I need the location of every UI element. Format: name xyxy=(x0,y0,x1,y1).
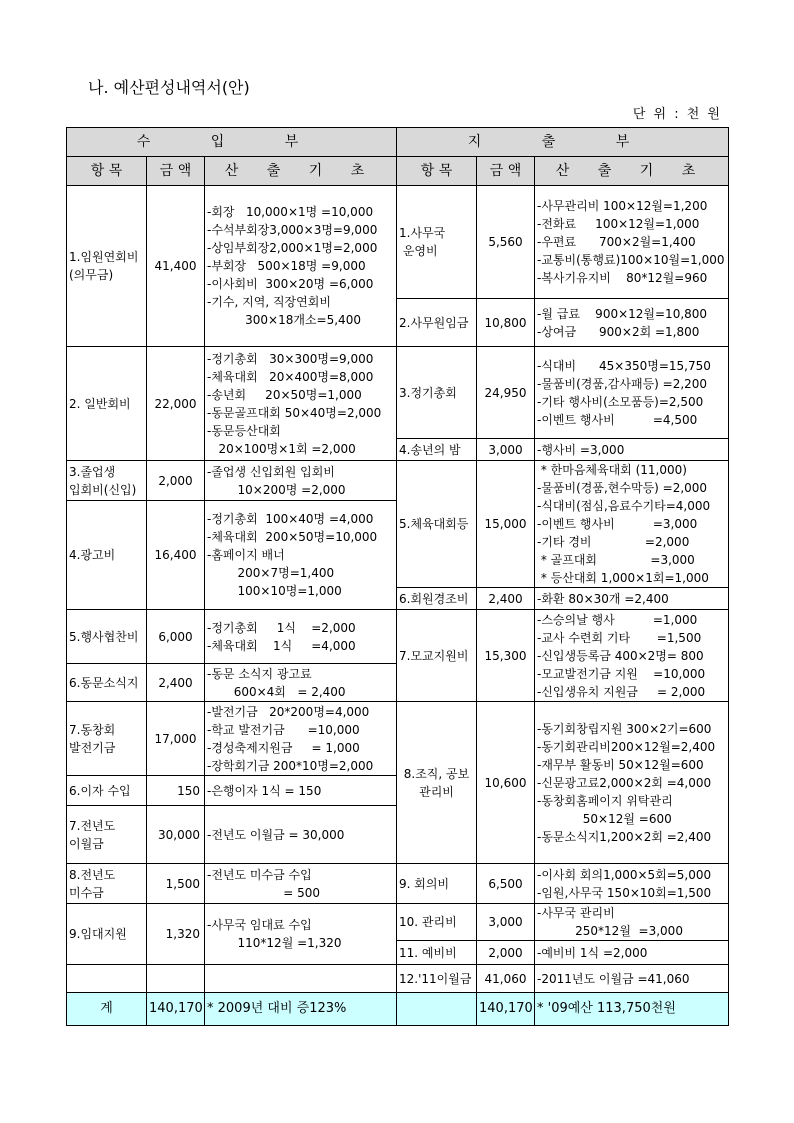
income-item-header: 항 목 xyxy=(67,157,147,186)
expense-basis: -월 급료 900×12월=10,800 -상여금 900×2회 =1,800 xyxy=(535,299,729,347)
income-amount: 1,320 xyxy=(147,904,205,965)
income-empty-cell xyxy=(147,965,205,993)
expense-item: 8.조직, 공보 관리비 xyxy=(397,702,477,864)
expense-item: 3.정기총회 xyxy=(397,347,477,439)
expense-total-empty xyxy=(397,993,477,1026)
income-basis: -은행이자 1식 = 150 xyxy=(205,776,397,806)
income-amount: 150 xyxy=(147,776,205,806)
expense-amount: 2,000 xyxy=(477,941,535,965)
income-item: 7.동창회 발전기금 xyxy=(67,702,147,776)
expense-amount: 24,950 xyxy=(477,347,535,439)
expense-item: 2.사무원임금 xyxy=(397,299,477,347)
budget-table xyxy=(66,127,729,1026)
expense-amount: 6,500 xyxy=(477,864,535,904)
income-basis-header: 산 출 기 초 xyxy=(205,157,397,186)
expense-item: 5.체육대회등 xyxy=(397,461,477,588)
income-basis: -정기총회 30×300명=9,000 -체육대회 20×400명=8,000 -송년회 20×50명=1,000 -동문골프대회 50×40명=2,000 -동문등산대회 20×100명×1회 =2,000 xyxy=(205,347,397,461)
total-label: 계 xyxy=(67,993,147,1026)
expense-basis: -화환 80×30개 =2,400 xyxy=(535,588,729,610)
income-item: 4.광고비 xyxy=(67,501,147,610)
income-amount: 17,000 xyxy=(147,702,205,776)
income-item: 8.전년도 미수금 xyxy=(67,864,147,904)
income-empty-cell xyxy=(67,965,147,993)
expense-amount: 10,600 xyxy=(477,702,535,864)
expense-basis: -동기회창립지원 300×2기=600 -동기회관리비200×12월=2,400 -재무부 활동비 50×12월=600 -신문광고료2,000×2회 =4,000 -동창회홈페이지 위탁관리 50×12월 =600 -동문소식지1,200×2회 =2,400 xyxy=(535,702,729,864)
income-basis: -정기총회 100×40명 =4,000 -체육대회 200×50명=10,000 -홈페이지 배너 200×7명=1,400 100×10명=1,000 xyxy=(205,501,397,610)
income-amount: 30,000 xyxy=(147,806,205,864)
income-amount: 1,500 xyxy=(147,864,205,904)
expense-item: 4.송년의 밤 xyxy=(397,439,477,461)
expense-amount: 3,000 xyxy=(477,904,535,941)
expense-basis: -예비비 1식 =2,000 xyxy=(535,941,729,965)
expense-item: 1.사무국 운영비 xyxy=(397,186,477,299)
expense-basis: -이사회 회의1,000×5회=5,000 -임원,사무국 150×10회=1,500 xyxy=(535,864,729,904)
expense-amount-header: 금 액 xyxy=(477,157,535,186)
expense-amount: 41,060 xyxy=(477,965,535,993)
income-basis: -발전기금 20*200명=4,000 -학교 발전기금 =10,000 -경성축제지원금 = 1,000 -장학회기금 200*10명=2,000 xyxy=(205,702,397,776)
income-amount: 22,000 xyxy=(147,347,205,461)
income-item: 5.행사협찬비 xyxy=(67,610,147,664)
expense-total-amount: 140,170 xyxy=(477,993,535,1026)
income-basis: -회장 10,000×1명 =10,000 -수석부회장3,000×3명=9,000 -상임부회장2,000×1명=2,000 -부회장 500×18명 =9,000 -이사회비 300×20명 =6,000 -기수, 지역, 직장연회비 300×18개소=5,400 xyxy=(205,186,397,347)
expense-item: 10. 관리비 xyxy=(397,904,477,941)
document-title: 나. 예산편성내역서(안) xyxy=(88,78,250,97)
expense-total-note: * '09예산 113,750천원 xyxy=(535,993,729,1026)
expense-amount: 2,400 xyxy=(477,588,535,610)
expense-item: 12.'11이월금 xyxy=(397,965,477,993)
expense-basis: -행사비 =3,000 xyxy=(535,439,729,461)
income-item: 9.임대지원 xyxy=(67,904,147,965)
income-basis: -전년도 이월금 = 30,000 xyxy=(205,806,397,864)
expense-basis: -식대비 45×350명=15,750 -물품비(경품,감사패등) =2,200 -기타 행사비(소모품등)=2,500 -이벤트 행사비 =4,500 xyxy=(535,347,729,439)
income-item: 6.동문소식지 xyxy=(67,664,147,702)
income-item: 6.이자 수입 xyxy=(67,776,147,806)
expense-basis: -사무관리비 100×12월=1,200 -전화료 100×12월=1,000 -우편료 700×2월=1,400 -교통비(통행료)100×10월=1,000 -복사기유지비 80*12월=960 xyxy=(535,186,729,299)
expense-amount: 3,000 xyxy=(477,439,535,461)
expense-basis: -사무국 관리비 250*12월 =3,000 xyxy=(535,904,729,941)
unit-label: 단 위 : 천 원 xyxy=(632,107,722,122)
expense-basis: -2011년도 이월금 =41,060 xyxy=(535,965,729,993)
income-item: 3.졸업생 입회비(신입) xyxy=(67,461,147,501)
income-amount-header: 금 액 xyxy=(147,157,205,186)
income-empty-cell xyxy=(205,965,397,993)
income-basis: -졸업생 신입회원 입회비 10×200명 =2,000 xyxy=(205,461,397,501)
income-basis: -사무국 임대료 수입 110*12월 =1,320 xyxy=(205,904,397,965)
expense-section-header: 지 출 부 xyxy=(397,128,729,157)
income-item: 7.전년도 이월금 xyxy=(67,806,147,864)
expense-item: 9. 회의비 xyxy=(397,864,477,904)
expense-item: 11. 예비비 xyxy=(397,941,477,965)
income-basis: -동문 소식지 광고료 600×4회 = 2,400 xyxy=(205,664,397,702)
income-section-header: 수 입 부 xyxy=(67,128,397,157)
income-item: 1.임원연회비 (의무금) xyxy=(67,186,147,347)
expense-amount: 15,000 xyxy=(477,461,535,588)
expense-amount: 5,560 xyxy=(477,186,535,299)
expense-basis: -스승의날 행사 =1,000 -교사 수련회 기타 =1,500 -신입생등록금 400×2명= 800 -모교발전기금 지원 =10,000 -신입생유치 지원금 = 2,000 xyxy=(535,610,729,702)
income-amount: 41,400 xyxy=(147,186,205,347)
expense-amount: 15,300 xyxy=(477,610,535,702)
income-amount: 2,400 xyxy=(147,664,205,702)
income-amount: 6,000 xyxy=(147,610,205,664)
income-amount: 16,400 xyxy=(147,501,205,610)
income-basis: -정기총회 1식 =2,000 -체육대회 1식 =4,000 xyxy=(205,610,397,664)
income-total-amount: 140,170 xyxy=(147,993,205,1026)
expense-item: 6.회원경조비 xyxy=(397,588,477,610)
expense-item-header: 항 목 xyxy=(397,157,477,186)
expense-basis-header: 산 출 기 초 xyxy=(535,157,729,186)
income-item: 2. 일반회비 xyxy=(67,347,147,461)
expense-basis: * 한마음체육대회 (11,000) -물품비(경품,현수막등) =2,000 -식대비(점심,음료수기타=4,000 -이벤트 행사비 =3,000 -기타 경비 =2,000 * 골프대회 =3,000 * 등산대회 1,000×1회=1,000 xyxy=(535,461,729,588)
income-total-note: * 2009년 대비 증123% xyxy=(205,993,397,1026)
income-basis: -전년도 미수금 수입 = 500 xyxy=(205,864,397,904)
expense-amount: 10,800 xyxy=(477,299,535,347)
income-amount: 2,000 xyxy=(147,461,205,501)
expense-item: 7.모교지원비 xyxy=(397,610,477,702)
